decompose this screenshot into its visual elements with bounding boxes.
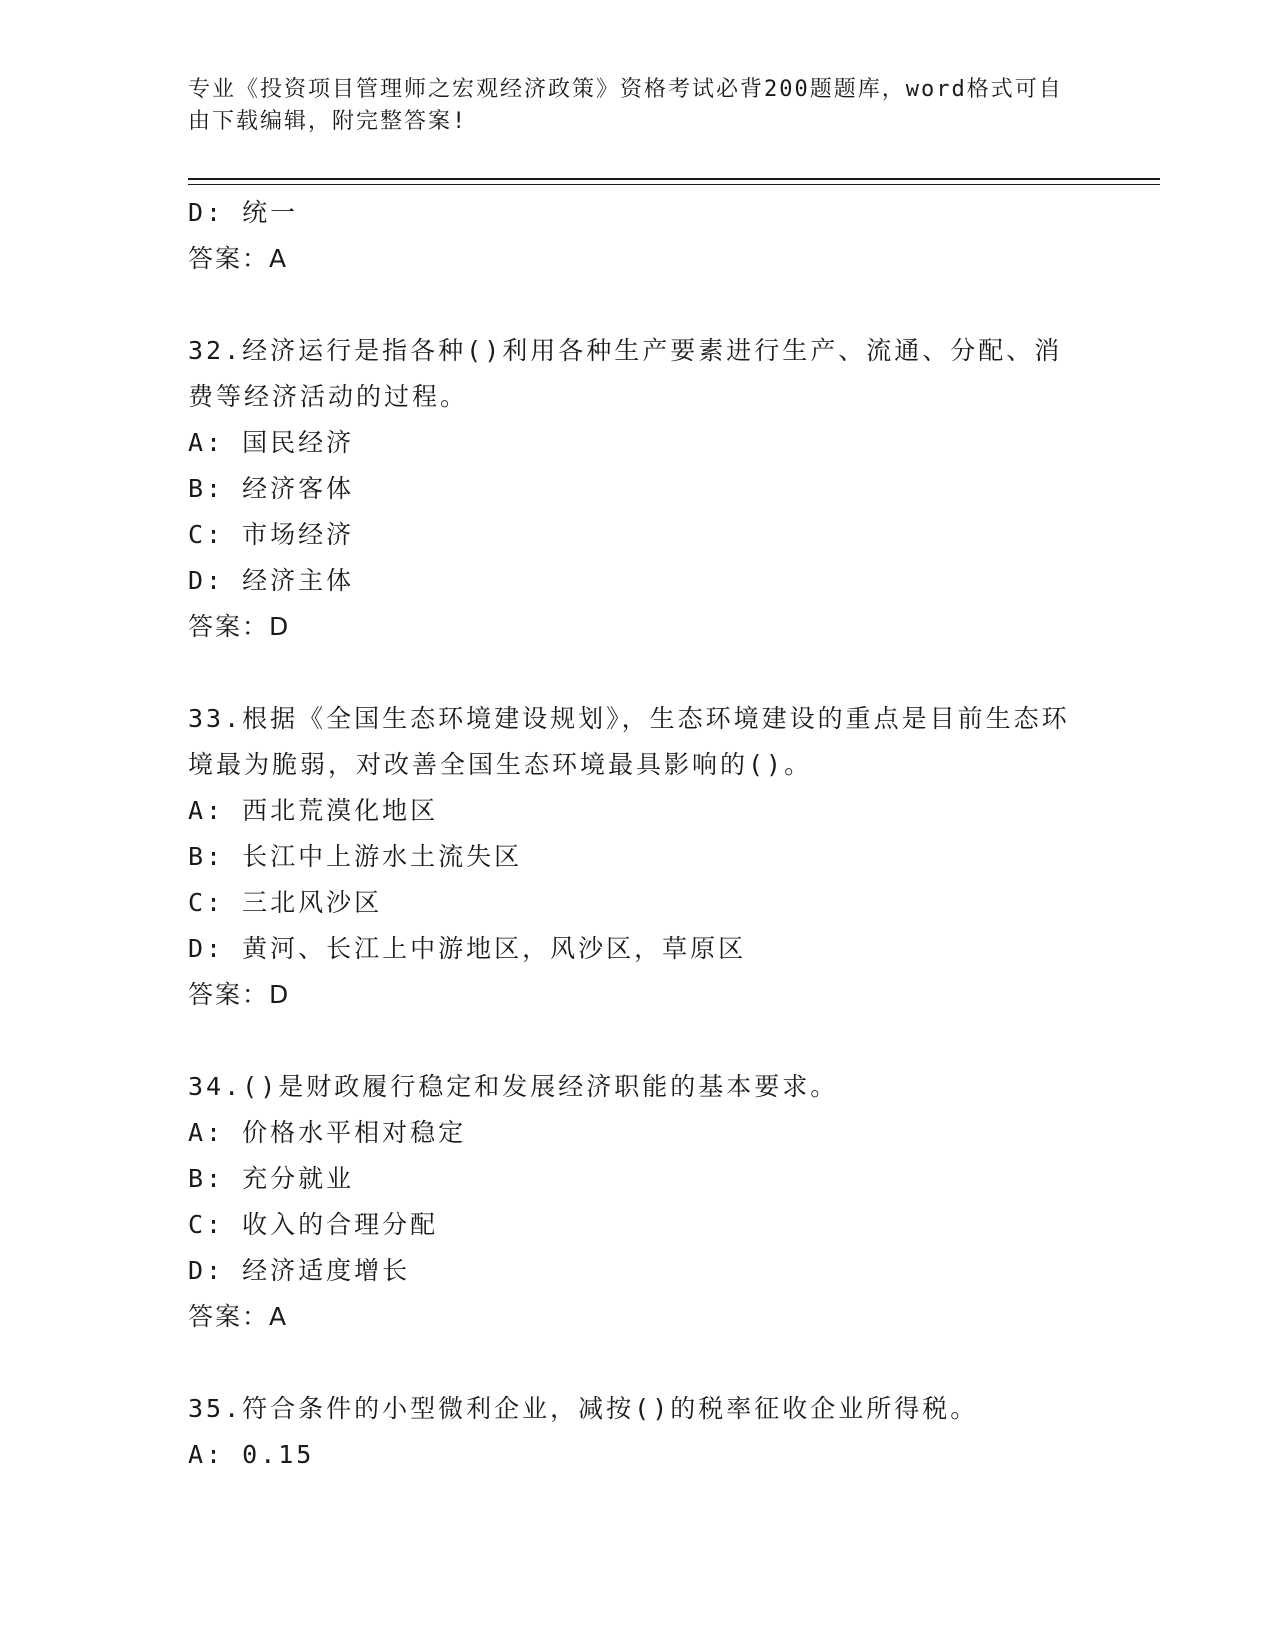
option-b: B: 经济客体 [188,474,355,503]
option-d: D: 黄河、长江上中游地区，风沙区，草原区 [188,934,747,963]
page-header-title: 专业《投资项目管理师之宏观经济政策》资格考试必背200题题库，word格式可自由下载编辑，附完整答案! [188,77,1063,134]
answer-line: 答案：A [188,244,289,273]
previous-question-tail [188,190,1088,282]
answer-line: 答案：D [188,980,291,1009]
question-32 [188,328,1088,650]
header-rule-thick [188,178,1160,180]
option-d: D: 经济主体 [188,566,355,595]
answer-line: 答案：D [188,612,291,641]
question-text: 33.根据《全国生态环境建设规划》，生态环境建设的重点是目前生态环境最为脆弱，对改善全国生态环境最具影响的()。 [188,704,1070,779]
option-c: C: 市场经济 [188,520,355,549]
option-d: D: 经济适度增长 [188,1256,411,1285]
option-a: A: 西北荒漠化地区 [188,796,439,825]
question-text: 32.经济运行是指各种()利用各种生产要素进行生产、流通、分配、消费等经济活动的过程。 [188,336,1063,411]
header-rule-thin [188,184,1160,185]
option-c: C: 收入的合理分配 [188,1210,439,1239]
question-35 [188,1386,1088,1478]
option-c: C: 三北风沙区 [188,888,383,917]
question-text: 34.()是财政履行稳定和发展经济职能的基本要求。 [188,1072,839,1101]
question-33 [188,696,1088,1018]
question-list [188,190,1088,1478]
option-a: A: 0.15 [188,1440,315,1469]
option-b: B: 长江中上游水土流失区 [188,842,523,871]
answer-line: 答案：A [188,1302,289,1331]
question-34 [188,1064,1088,1340]
option-a: A: 价格水平相对稳定 [188,1118,467,1147]
option-b: B: 充分就业 [188,1164,355,1193]
option-a: A: 国民经济 [188,428,355,457]
option-d: D: 统一 [188,198,299,227]
question-text: 35.符合条件的小型微利企业，减按()的税率征收企业所得税。 [188,1394,979,1423]
